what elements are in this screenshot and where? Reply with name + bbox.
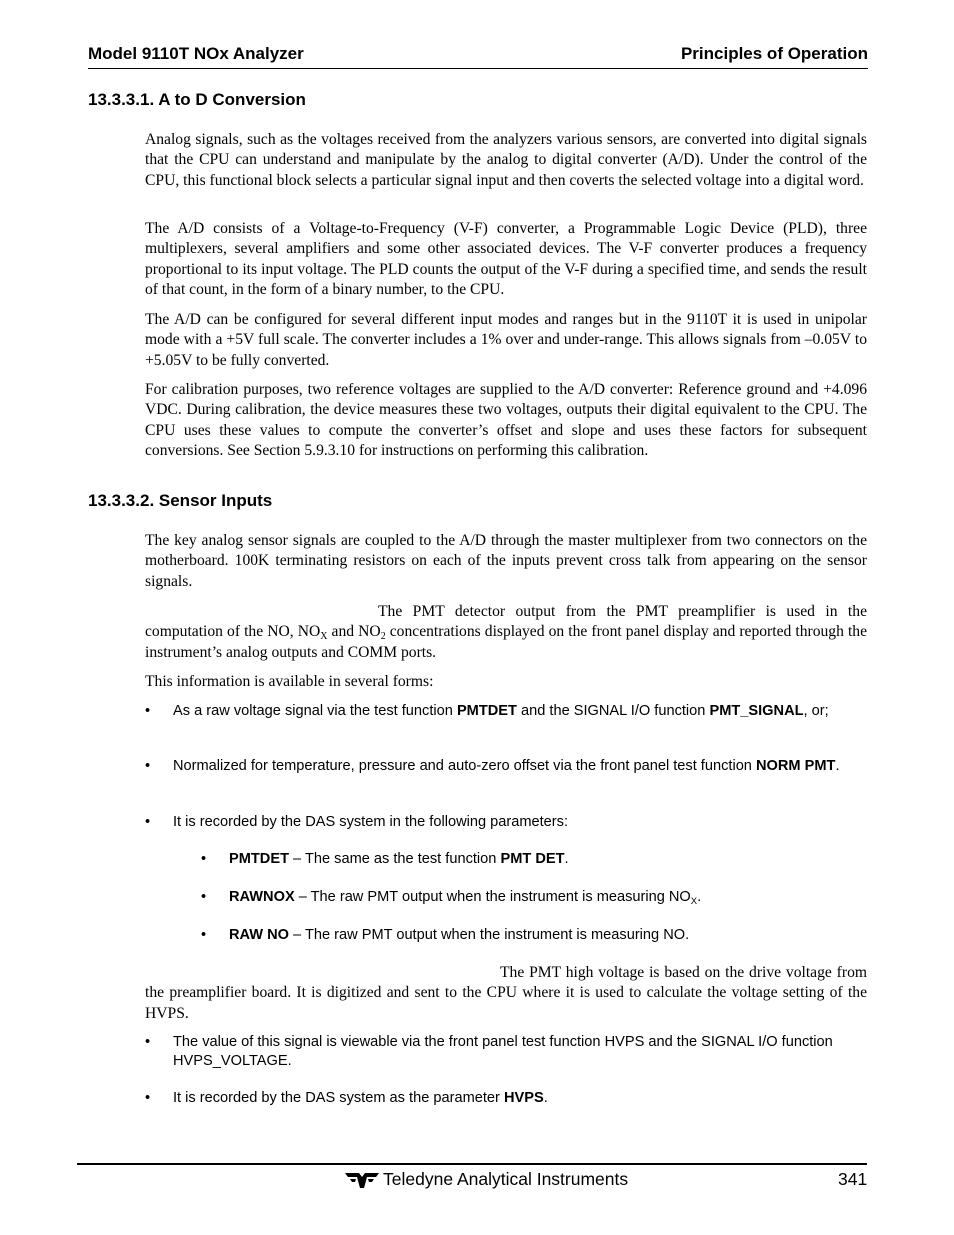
paragraph: For calibration purposes, two reference voltages are supplied to the A/D converter: Reference ground and +4.096 VDC. During calibration, the device measures these two voltages, outputs their digital equivalent to the CPU. The CPU uses these values to compute the converter’s offset and slope and uses these factors for subsequent conversions. See Section 5.9.3.10 for instructions on performing this calibration. — [145, 381, 867, 459]
paragraph: Analog signals, such as the voltages received from the analyzers various sensors, are converted into digital signals that the CPU can understand and manipulate by the analog to digital converter (A/D). Under the control of the CPU, this functional block selects a particular signal input and then coverts the selected voltage into a digital word. — [145, 131, 867, 189]
page-number: 341 — [838, 1169, 868, 1189]
section-heading-ad-conversion: 13.3.3.1. A to D Conversion — [88, 90, 306, 109]
paragraph: This information is available in several forms: — [145, 673, 434, 690]
paragraph-pmt-detector: The PMT detector output from the PMT preamplifier is used in the computation of the NO, $NO_X$ and $NO_2$ concentrations displayed on the front panel display and reported through the instrument’s analog outputs and COMM ports. — [145, 603, 868, 661]
page-header — [88, 44, 868, 69]
footer-rule — [77, 1163, 867, 1165]
teledyne-logo-icon — [345, 1171, 379, 1189]
paragraph: The A/D can be configured for several different input modes and ranges but in the 9110T it is used in unipolar mode with a +5V full scale. The converter includes a 1% over and under-range. This allows signals from –0.05V to +5.05V to be fully converted. — [145, 311, 867, 369]
bullet-icon: • — [201, 851, 207, 867]
bullet-icon: • — [145, 814, 151, 830]
bullet-icon: • — [145, 1034, 151, 1050]
bullet-icon: • — [145, 703, 151, 719]
section-heading-sensor-inputs: 13.3.3.2. Sensor Inputs — [88, 491, 273, 510]
chapter-title: Principles of Operation — [680, 44, 868, 63]
paragraph: The A/D consists of a Voltage-to-Frequency (V-F) converter, a Programmable Logic Device (PLD), three multiplexers, several amplifiers and some other associated devices. The V-F converter produces a frequency proportional to its input voltage. The PLD counts the output of the V-F during a specified time, and sends the result of that count, in the form of a binary number, to the CPU. — [145, 220, 867, 298]
paragraph: The key analog sensor signals are coupled to the A/D through the master multiplexer from two connectors on the motherboard. 100K terminating resistors on each of the inputs prevent cross talk from appearing on the sensor signals. — [145, 532, 867, 590]
paragraph-pmt-high-voltage: The PMT high voltage is based on the drive voltage from the preamplifier board. It is digitized and sent to the CPU where it is used to calculate the voltage setting of the HVPS. — [145, 964, 867, 1022]
bullet-icon: • — [201, 889, 207, 905]
bullet-icon: • — [145, 758, 151, 774]
bullet-icon: • — [201, 927, 207, 943]
footer-company: Teledyne Analytical Instruments — [383, 1169, 629, 1189]
bullet-icon: • — [145, 1090, 151, 1106]
document-title: Model 9110T NOx Analyzer — [88, 44, 304, 63]
